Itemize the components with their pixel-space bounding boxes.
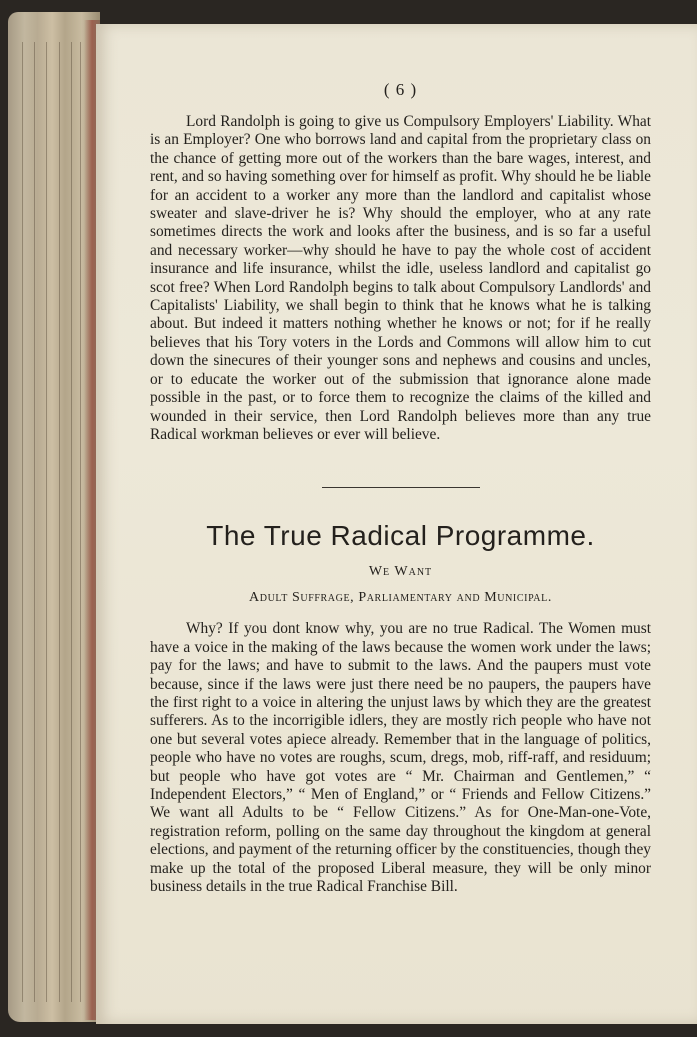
section-divider	[322, 487, 480, 488]
page-content	[150, 80, 651, 896]
subheading-we-want: We Want	[368, 564, 433, 580]
paragraph-lord-randolph: Lord Randolph is going to give us Compulsory Employers' Liability. What is an Employer? One who borrows land and capital from the proprietary class on the chance of getting more out of the workers than the bare wages, interest, and rent, and so having something over for himself as profit. Why should he be liable for an accident to a worker any more than the landlord and capitalist whose sweater and slave-driver he is? Why should the employer, who at any rate sometimes directs the work and looks after the business, and is so far a useful and necessary worker—why should he have to pay the whole cost of accident insurance and life insurance, whilst the idle, useless landlord and capitalist go scot free? When Lord Randolph begins to talk about Compulsory Landlords' and Capitalists' Liability, we shall begin to think that he knows what he is talking about. But indeed it matters nothing whether he knows or not; for if he really believes that his Tory voters in the Lords and Commons will allow him to cut down the sinecures of their younger sons and nephews and cousins and uncles, or to educate the worker out of the submission that ignorance alone made possible in the past, or to force them to recognize the claims of the killed and wounded in their service, then Lord Randolph believes more than any true Radical workman believes or ever will believe.	[150, 113, 651, 443]
subheading-adult-suffrage: Adult Suffrage, Parliamentary and Municipal.	[249, 590, 552, 606]
page-number: ( 6 )	[383, 80, 418, 99]
paragraph-why: Why? If you dont know why, you are no true Radical. The Women must have a voice in the making of the laws because the women work under the laws; pay for the laws; and have to submit to the laws. And the paupers must vote because, since if the laws were just there need be no paupers, the paupers have the first right to a voice in altering the unjust laws by which they are the greatest sufferers. As to the incorrigible idlers, they are mostly rich people who have not one but several votes apiece already. Remember that in the language of politics, people who have no votes are roughs, scum, dregs, mob, riff-raff, and residuum; but people who have got votes are “ Mr. Chairman and Gentlemen,” “ Independent Electors,” “ Men of England,” or “ Friends and Fellow Citizens.” We want all Adults to be “ Fellow Citizens.” As for One-Man-one-Vote, registration reform, polling on the same day throughout the kingdom at general elections, and payment of the returning officer by the constituencies, though they make up the total of the proposed Liberal measure, they will be only minor business details in the true Radical Franchise Bill.	[150, 620, 651, 895]
section-heading: The True Radical Programme.	[206, 520, 595, 552]
